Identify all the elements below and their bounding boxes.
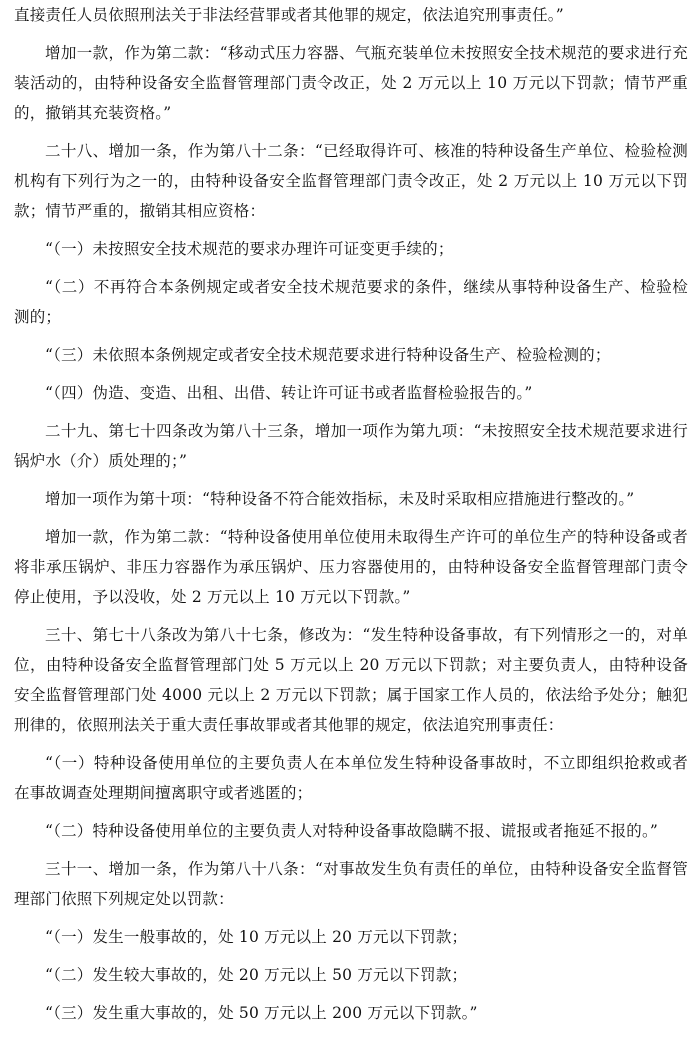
paragraph-13: “（二）特种设备使用单位的主要负责人对特种设备事故隐瞒不报、谎报或者拖延不报的。”: [45, 822, 659, 840]
paragraph-2: 增加一款，作为第二款：“移动式压力容器、气瓶充装单位未按照安全技术规范的要求进行充装活动的，由特种设备安全监督管理部门责令改正，处 2 万元以上 10 万元以下罚款；情节严重的，撤销其充装资格。”: [14, 44, 688, 122]
paragraph-gap: [14, 990, 688, 998]
paragraph-gap: [14, 226, 688, 234]
paragraph-gap: [14, 740, 688, 748]
paragraph-gap: [14, 612, 688, 620]
paragraph-15: “（一）发生一般事故的，处 10 万元以上 20 万元以下罚款；: [45, 928, 468, 946]
paragraph-1: 直接责任人员依照刑法关于非法经营罪或者其他罪的规定，依法追究刑事责任。”: [14, 6, 564, 24]
paragraph-gap: [14, 808, 688, 816]
paragraph-10: 增加一款，作为第二款：“特种设备使用单位使用未取得生产许可的单位生产的特种设备或者将非承压锅炉、非压力容器作为承压锅炉、压力容器使用的，由特种设备安全监督管理部门责令停止使用，予以没收，处 2 万元以上 10 万元以下罚款。”: [14, 528, 688, 606]
paragraph-17: “（三）发生重大事故的，处 50 万元以上 200 万元以下罚款。”: [45, 1004, 478, 1022]
paragraph-4: “（一）未按照安全技术规范的要求办理许可证变更手续的；: [45, 240, 454, 258]
paragraph-gap: [14, 128, 688, 136]
paragraph-gap: [14, 952, 688, 960]
paragraph-gap: [14, 476, 688, 484]
paragraph-11: 三十、第七十八条改为第八十七条，修改为：“发生特种设备事故，有下列情形之一的，对单位，由特种设备安全监督管理部门处 5 万元以上 20 万元以下罚款；对主要负责人，由特种设备安全监督管理部门处 4000 元以上 2 万元以下罚款；属于国家工作人员的，依法给予处分；触犯刑律的，依照刑法关于重大责任事故罪或者其他罪的规定，依法追究刑事责任：: [14, 626, 688, 734]
paragraph-3: 二十八、增加一条，作为第八十二条：“已经取得许可、核准的特种设备生产单位、检验检测机构有下列行为之一的，由特种设备安全监督管理部门责令改正，处 2 万元以上 10 万元以下罚款；情节严重的，撤销其相应资格：: [14, 142, 688, 220]
paragraph-14: 三十一、增加一条，作为第八十八条：“对事故发生负有责任的单位，由特种设备安全监督管理部门依照下列规定处以罚款：: [14, 860, 688, 908]
paragraph-7: “（四）伪造、变造、出租、出借、转让许可证书或者监督检验报告的。”: [45, 384, 533, 402]
paragraph-gap: [14, 514, 688, 522]
paragraph-gap: [14, 370, 688, 378]
paragraph-5: “（二）不再符合本条例规定或者安全技术规范要求的条件，继续从事特种设备生产、检验检测的；: [14, 278, 688, 326]
paragraph-gap: [14, 408, 688, 416]
paragraph-16: “（二）发生较大事故的，处 20 万元以上 50 万元以下罚款；: [45, 966, 468, 984]
paragraph-12: “（一）特种设备使用单位的主要负责人在本单位发生特种设备事故时，不立即组织抢救或者在事故调查处理期间擅离职守或者逃匿的；: [14, 754, 688, 802]
paragraph-8: 二十九、第七十四条改为第八十三条，增加一项作为第九项：“未按照安全技术规范要求进行锅炉水（介）质处理的；”: [14, 422, 688, 470]
paragraph-9: 增加一项作为第十项：“特种设备不符合能效指标，未及时采取相应措施进行整改的。”: [45, 490, 635, 508]
paragraph-gap: [14, 332, 688, 340]
paragraph-gap: [14, 846, 688, 854]
paragraph-gap: [14, 264, 688, 272]
paragraph-gap: [14, 914, 688, 922]
paragraph-gap: [14, 30, 688, 38]
paragraph-6: “（三）未依照本条例规定或者安全技术规范要求进行特种设备生产、检验检测的；: [45, 346, 611, 364]
